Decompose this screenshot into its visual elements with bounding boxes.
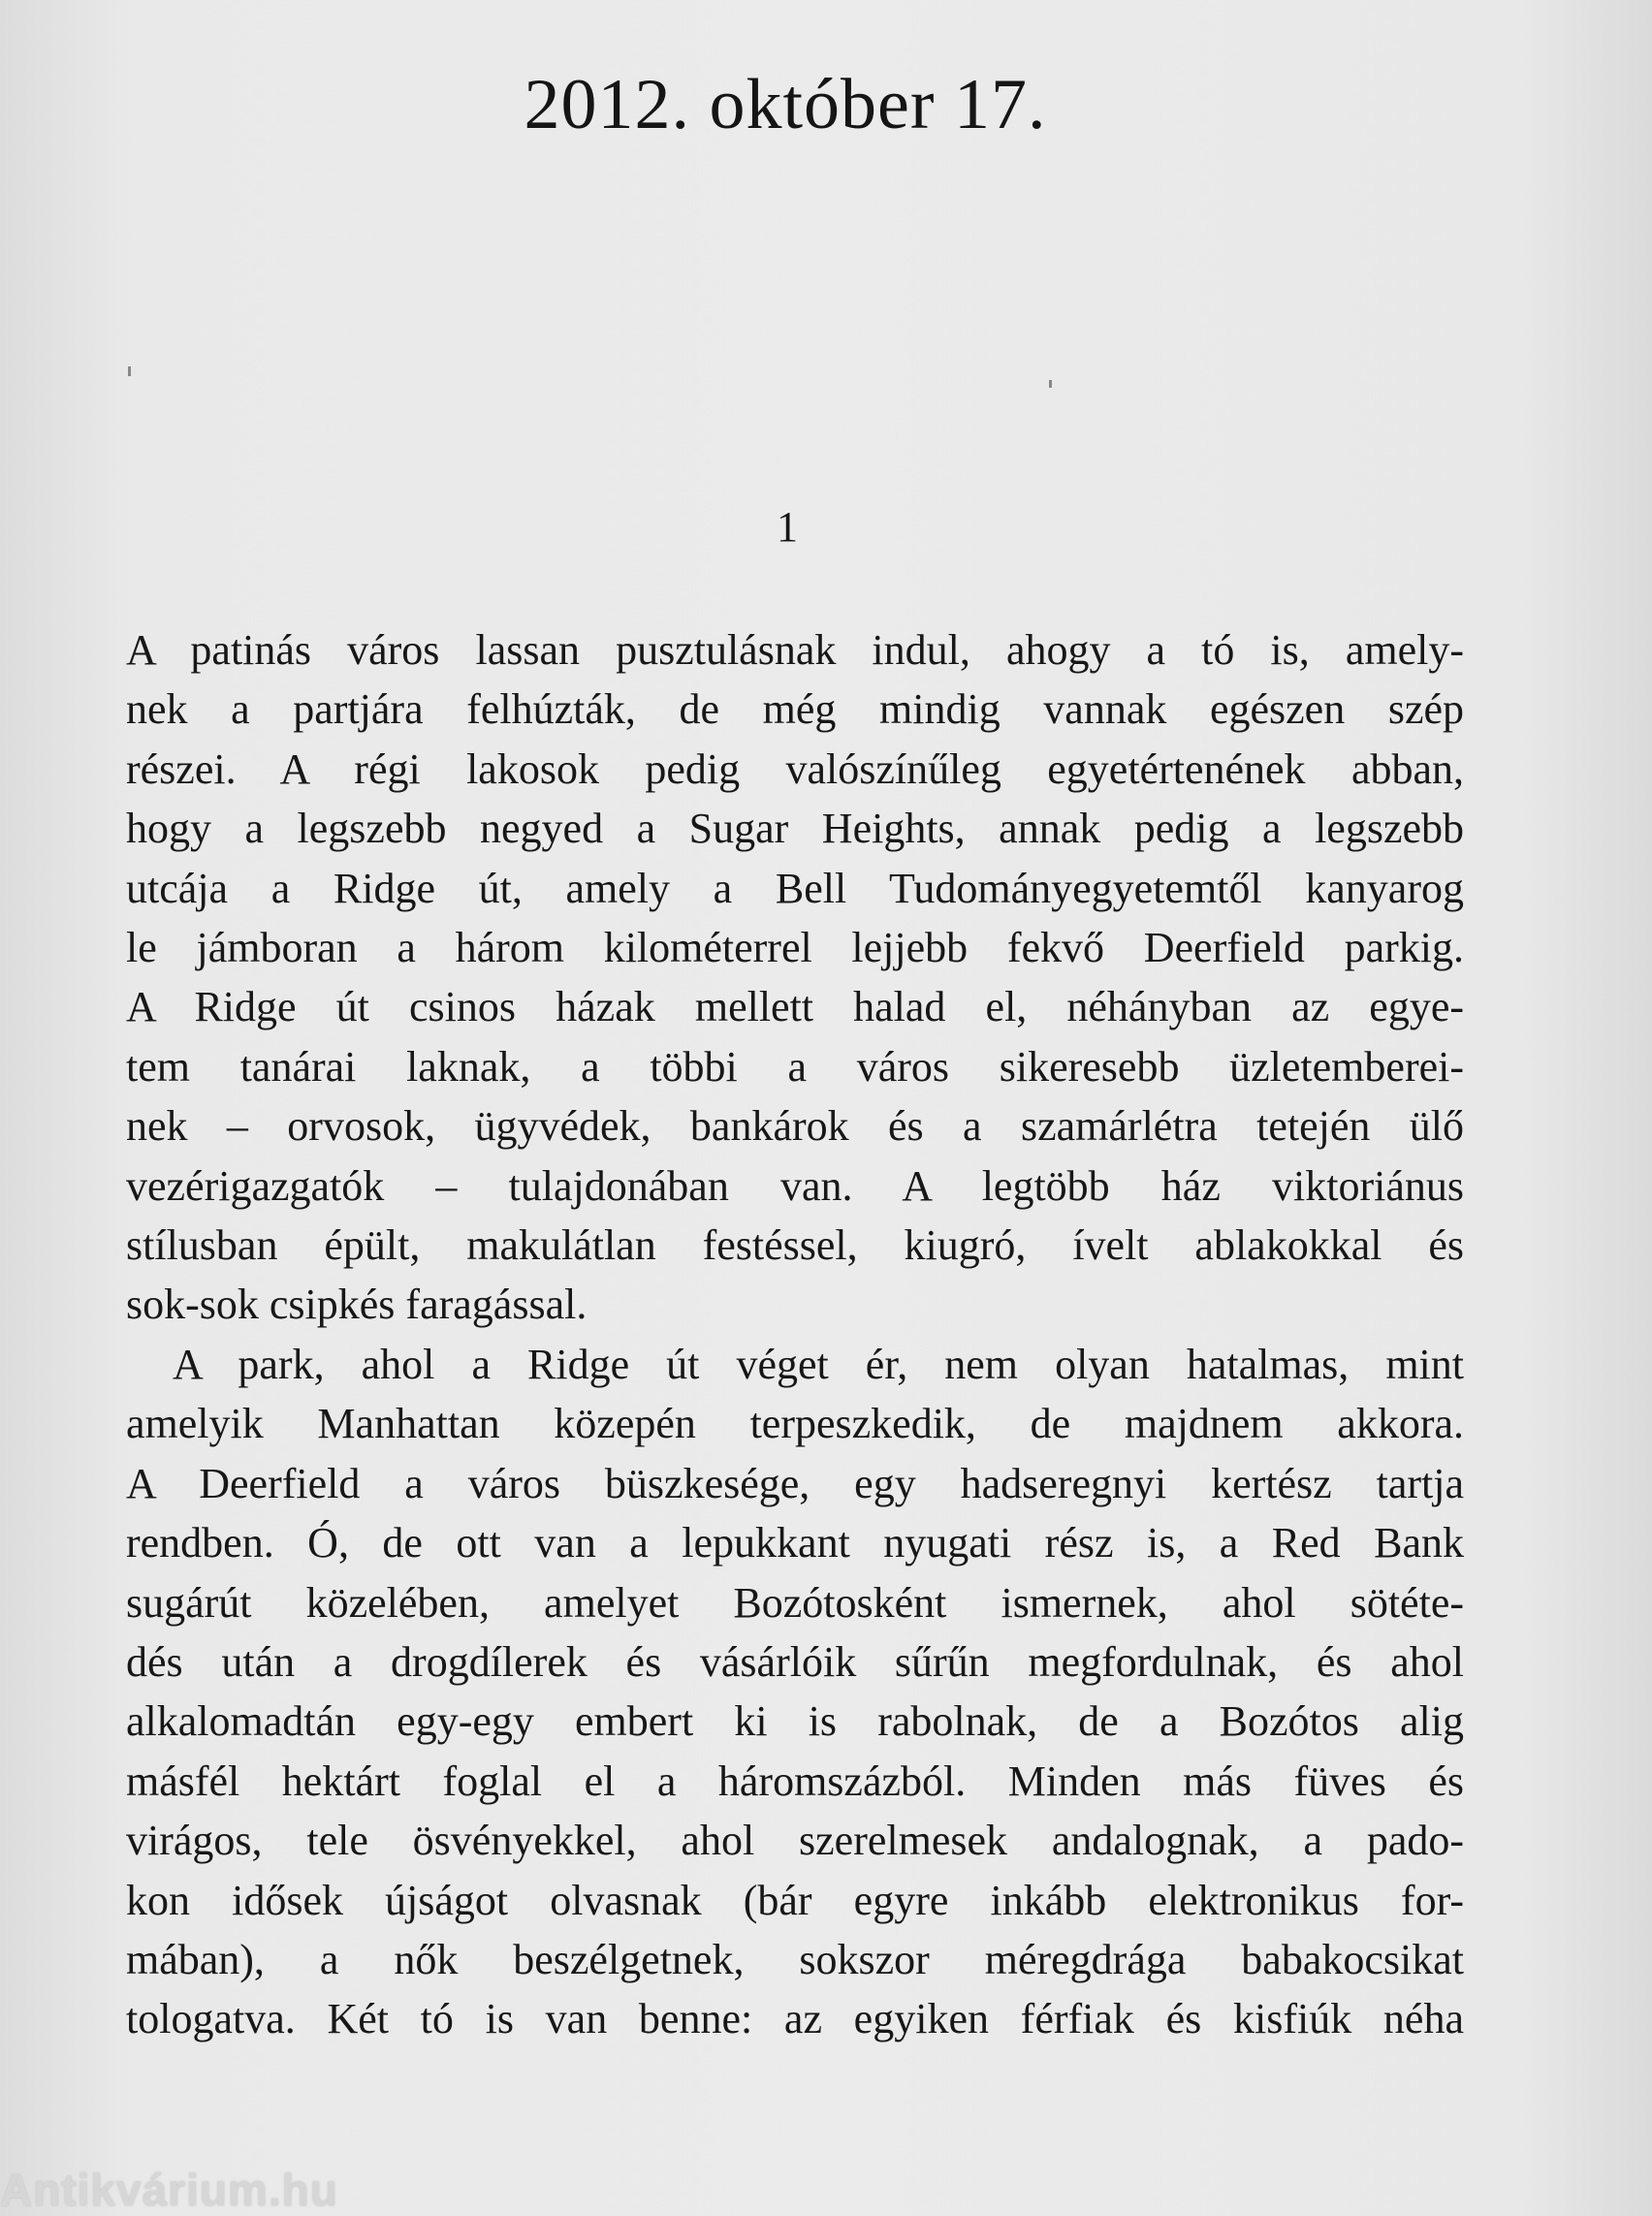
text-line: sok-sok csipkés faragással. [126,1281,588,1329]
text-line: utcája a Ridge út, amely a Bell Tudományegyetemtől kanyarog [126,864,1464,912]
text-line: A Ridge út csinos házak mellett halad el, néhányban az egye- [126,983,1464,1031]
paragraph-2 [126,1335,1464,2049]
text-line: dés után a drogdílerek és vásárlóik sűrűn megfordulnak, és ahol [126,1637,1464,1686]
date-title: 2012. október 17. [524,65,1047,144]
text-line: tologatva. Két tó is van benne: az egyiken férfiak és kisfiúk néha [126,1995,1464,2043]
text-line: A park, ahol a Ridge út véget ér, nem olyan hatalmas, mint [173,1340,1464,1388]
text-line: amelyik Manhattan közepén terpeszkedik, de majdnem akkora. [126,1400,1464,1448]
text-line: alkalomadtán egy-egy embert ki is rabolnak, de a Bozótos alig [126,1697,1464,1746]
text-line: stílusban épült, makulátlan festéssel, kiugró, ívelt ablakokkal és [126,1221,1464,1270]
text-line: A Deerfield a város büszkesége, egy hadseregnyi kertész tartja [126,1459,1464,1507]
stray-mark [1049,380,1052,388]
text-line: mában), a nők beszélgetnek, sokszor méregdrága babakocsikat [126,1935,1464,1983]
stray-mark [128,366,131,376]
text-line: vezérigazgatók – tulajdonában van. A legtöbb ház viktoriánus [126,1161,1464,1210]
text-line: A patinás város lassan pusztulásnak indul, ahogy a tó is, amely- [126,626,1464,674]
text-line: virágos, tele ösvényekkel, ahol szerelmesek andalognak, a pado- [126,1817,1464,1865]
text-line: részei. A régi lakosok pedig valószínűleg egyetértenének abban, [126,744,1464,793]
watermark-logo: Antikvárium.hu [0,2165,338,2215]
text-line: kon idősek újságot olvasnak (bár egyre inkább elektronikus for- [126,1876,1464,1924]
text-line: rendben. Ó, de ott van a lepukkant nyugati rész is, a Red Bank [126,1519,1464,1567]
text-line: hogy a legszebb negyed a Sugar Heights, annak pedig a legszebb [126,805,1464,853]
text-line: nek a partjára felhúzták, de még mindig vannak egészen szép [126,685,1464,734]
text-line: tem tanárai laknak, a többi a város sikeresebb üzletemberei- [126,1042,1464,1091]
paragraph-1 [126,620,1464,1335]
text-line: nek – orvosok, ügyvédek, bankárok és a szamárlétra tetején ülő [126,1102,1464,1151]
text-line: sugárút közelében, amelyet Bozótosként ismernek, ahol sötéte- [126,1578,1464,1627]
text-line: másfél hektárt foglal el a háromszázból. Minden más füves és [126,1757,1464,1805]
chapter-number: 1 [777,503,798,551]
chapter-body [126,620,1464,2049]
text-line: le jámboran a három kilométerrel lejjebb fekvő Deerfield parkig. [126,924,1464,972]
